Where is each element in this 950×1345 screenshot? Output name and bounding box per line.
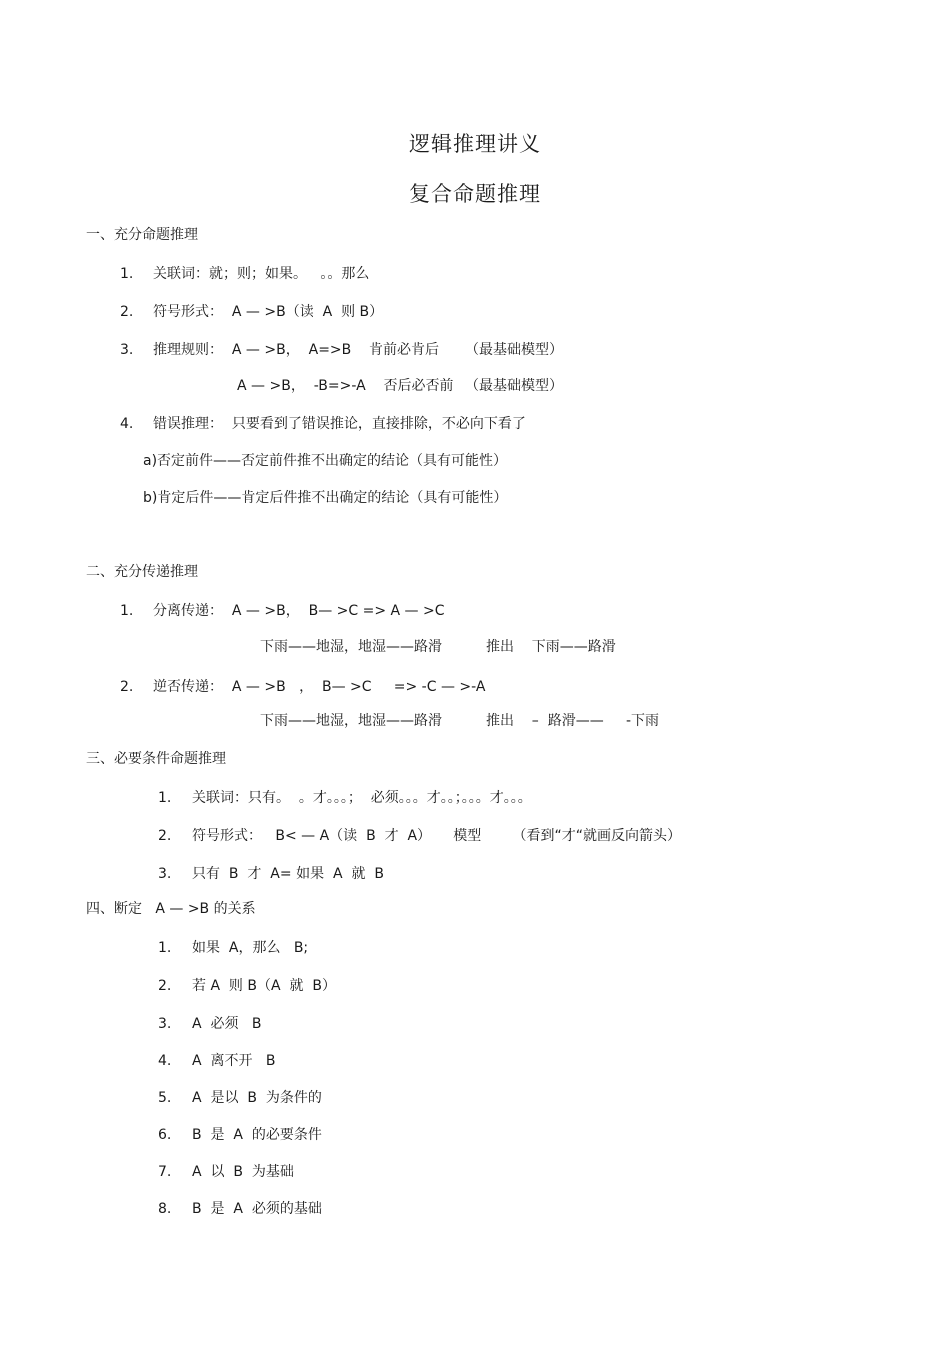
s1-item-3-rule-b-note: （最基础模型）	[465, 378, 563, 394]
s4-item-text: A 离不开 B	[192, 1053, 276, 1069]
s1-item-3-rule-a-note: （最基础模型）	[465, 342, 563, 358]
s4-item-text: B 是 A 的必要条件	[192, 1127, 322, 1143]
s4-item-number: 6.	[158, 1127, 172, 1143]
s2-item-2-conclusion: 推出 – 路滑—— -下雨	[486, 713, 660, 729]
document-subtitle: 复合命题推理	[409, 182, 541, 206]
s1-item-4-text: 错误推理： 只要看到了错误推论，直接排除，不必向下看了	[153, 416, 526, 432]
s4-item-number: 1.	[158, 940, 172, 956]
s1-item-4-number: 4.	[120, 416, 134, 432]
s3-item-1-number: 1.	[158, 790, 172, 806]
s2-item-1-number: 1.	[120, 603, 134, 619]
s3-item-2-text: 符号形式： B< — A（读 B 才 A） 模型 （看到“才“就画反向箭头）	[192, 828, 681, 844]
s2-item-1-text: 分离传递： A — >B， B— >C => A — >C	[153, 603, 445, 619]
s4-item-text: 如果 A，那么 B;	[192, 940, 309, 956]
s1-item-2-text: 符号形式： A — >B（读 A 则 B）	[153, 304, 384, 320]
s1-item-4-sub-b: b)肯定后件——肯定后件推不出确定的结论（具有可能性）	[143, 490, 508, 506]
section-4-heading: 四、断定 A — >B 的关系	[86, 901, 256, 917]
s2-item-1-example: 下雨——地湿，地湿——路滑	[260, 639, 442, 655]
s4-item-text: B 是 A 必须的基础	[192, 1201, 322, 1217]
section-1-heading: 一、充分命题推理	[86, 227, 198, 243]
s2-item-2-number: 2.	[120, 679, 134, 695]
s3-item-2-number: 2.	[158, 828, 172, 844]
s4-item-text: A 以 B 为基础	[192, 1164, 294, 1180]
section-3-heading: 三、必要条件命题推理	[86, 751, 226, 767]
s3-item-3-text: 只有 B 才 A= 如果 A 就 B	[192, 866, 384, 882]
s2-item-2-example: 下雨——地湿，地湿——路滑	[260, 713, 442, 729]
s1-item-1-text: 关联词：就；则；如果。 。。那么	[153, 266, 370, 282]
s1-item-3-rule-b: A — >B， -B=>-A 否后必否前	[237, 378, 454, 394]
document-title: 逻辑推理讲义	[409, 132, 541, 156]
s4-item-text: A 是以 B 为条件的	[192, 1090, 322, 1106]
s4-item-number: 7.	[158, 1164, 172, 1180]
s2-item-1-conclusion: 推出 下雨——路滑	[486, 639, 616, 655]
s1-item-3-rule-a: 推理规则： A — >B， A=>B 肯前必肯后	[153, 342, 440, 358]
s4-item-number: 4.	[158, 1053, 172, 1069]
s4-item-number: 2.	[158, 978, 172, 994]
s3-item-1-text: 关联词：只有。 。才。。。； 必须。。。才。。；。。。才。。。	[192, 790, 532, 806]
s1-item-3-number: 3.	[120, 342, 134, 358]
section-2-heading: 二、充分传递推理	[86, 564, 198, 580]
s4-item-text: 若 A 则 B（A 就 B）	[192, 978, 336, 994]
s4-item-text: A 必须 B	[192, 1016, 262, 1032]
s1-item-4-sub-a: a)否定前件——否定前件推不出确定的结论（具有可能性）	[143, 453, 508, 469]
s4-item-number: 3.	[158, 1016, 172, 1032]
s1-item-1-number: 1.	[120, 266, 134, 282]
s4-item-number: 8.	[158, 1201, 172, 1217]
s2-item-2-text: 逆否传递： A — >B ， B— >C => -C — >-A	[153, 679, 486, 695]
s3-item-3-number: 3.	[158, 866, 172, 882]
s1-item-2-number: 2.	[120, 304, 134, 320]
s4-item-number: 5.	[158, 1090, 172, 1106]
